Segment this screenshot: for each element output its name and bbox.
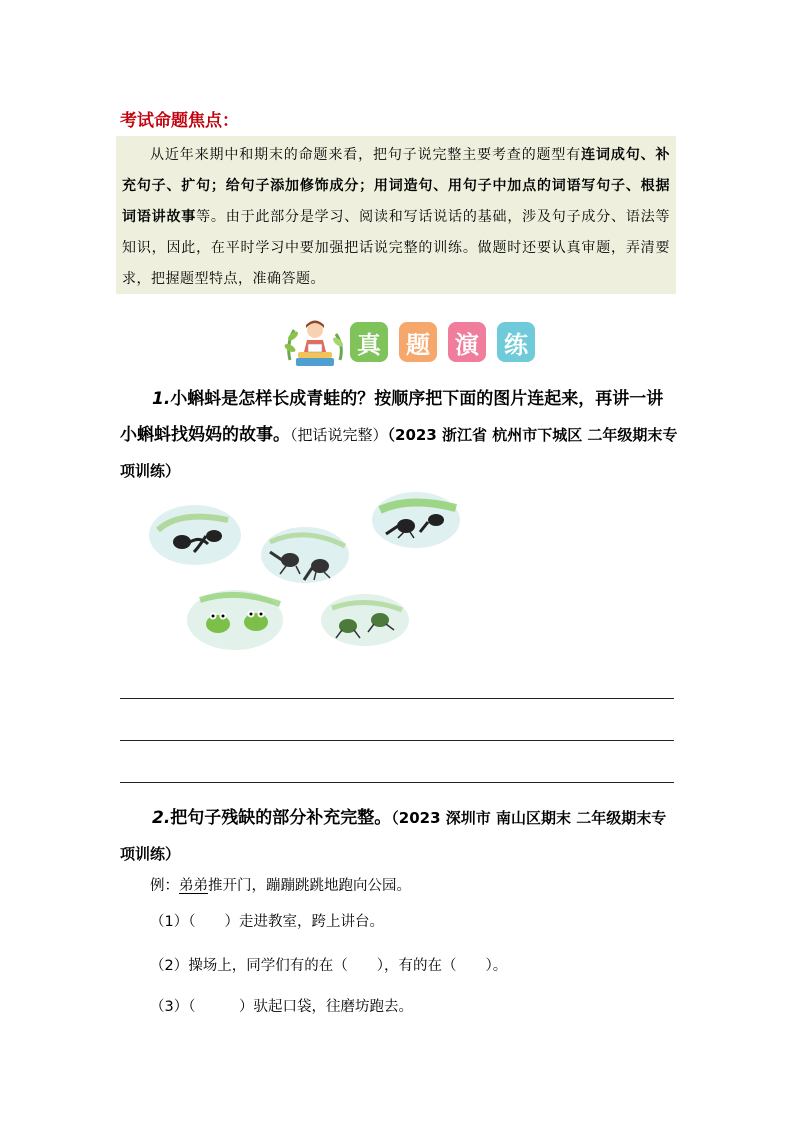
practice-banner	[284, 316, 544, 368]
reading-girl-icon	[284, 316, 346, 368]
example-subject: 弟弟	[179, 878, 208, 894]
question-2	[120, 800, 680, 872]
question-2-prompt: 把句子残缺的部分补充完整。	[170, 808, 392, 828]
tadpole-growth-illustration	[140, 490, 480, 660]
question-2-number: 2.	[152, 808, 171, 828]
exam-focus-box	[116, 136, 676, 294]
answer-line-1[interactable]	[120, 698, 674, 699]
question-1-hint: （把话说完整）	[290, 426, 388, 444]
question-1-prompt: 小蝌蚪是怎样长成青蛙的？按顺序把下面的图片连起来，再讲一讲小蝌蚪找妈妈的故事。	[120, 389, 664, 445]
banner-tile-lian: 练	[497, 322, 535, 362]
banner-tile-ti: 题	[399, 322, 437, 362]
question-2-item-1[interactable]: （1）（ ）走进教室，跨上讲台。	[150, 914, 384, 930]
question-2-item-3[interactable]: （3）（ ）驮起口袋，往磨坊跑去。	[150, 999, 413, 1015]
answer-line-3[interactable]	[120, 782, 674, 783]
question-1	[120, 381, 680, 489]
example-rest: 推开门，蹦蹦跳跳地跑向公园。	[208, 878, 411, 894]
focus-question-types: 连词成句、补充句子、扩句；给句子添加修饰成分；用词造句、用句子中加点的词语写句子、根据词语讲故事	[122, 147, 671, 225]
exam-focus-text	[122, 140, 670, 295]
answer-line-2[interactable]	[120, 740, 674, 741]
example-prefix: 例：	[150, 878, 179, 894]
question-2-example	[150, 874, 411, 895]
question-2-source: （2023 深圳市 南山区期末 二年级期末专项训练）	[120, 809, 667, 863]
focus-text-start: 从近年来期中和期末的命题来看，把句子说完整主要考查的题型有	[150, 147, 582, 163]
question-2-item-2[interactable]: （2）操场上，同学们有的在（ ），有的在（ ）。	[150, 958, 508, 974]
focus-text-end: 等。由于此部分是学习、阅读和写话说话的基础，涉及句子成分、语法等知识，因此，在平时学习中要加强把话说完整的训练。做题时还要认真审题，弄清要求，把握题型特点，准确答题。	[122, 209, 671, 287]
exam-focus-title: 考试命题焦点：	[120, 111, 239, 131]
question-1-source: （2023 浙江省 杭州市下城区 二年级期末专项训练）	[120, 426, 678, 480]
question-1-number: 1.	[152, 389, 171, 409]
banner-tile-yan: 演	[448, 322, 486, 362]
banner-tile-zhen: 真	[350, 322, 388, 362]
